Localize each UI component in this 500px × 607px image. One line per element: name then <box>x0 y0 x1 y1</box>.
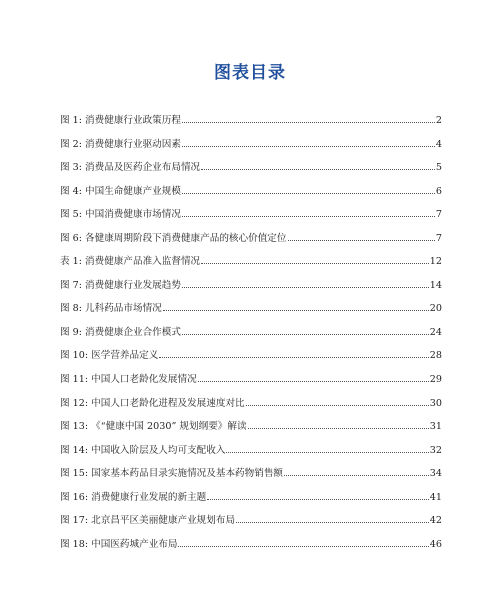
toc-entry <box>60 397 442 421</box>
dot-leader <box>201 168 435 170</box>
dot-leader <box>284 474 429 476</box>
toc-entry <box>60 255 442 279</box>
toc-entry-page: 6 <box>435 185 442 197</box>
toc-entry-page: 7 <box>435 209 442 221</box>
dot-leader <box>182 145 435 147</box>
toc-entry-label: 图 4: 中国生命健康产业规模 <box>60 185 181 197</box>
toc-entry-page: 30 <box>429 397 442 409</box>
toc-entry-label: 图 9: 消费健康企业合作模式 <box>60 326 181 338</box>
toc-entry-page: 34 <box>429 468 442 480</box>
toc-entry-label: 图 15: 国家基本药品目录实施情况及基本药物销售额 <box>60 468 284 480</box>
toc-entry-page: 14 <box>429 279 442 291</box>
dot-leader <box>159 356 428 358</box>
dot-leader <box>163 309 429 311</box>
toc-entry-page: 42 <box>429 515 442 527</box>
dot-leader <box>226 451 428 453</box>
toc-entry-label: 图 12: 中国人口老龄化进程及发展速度对比 <box>60 397 245 409</box>
toc-entry-page: 2 <box>435 115 442 126</box>
toc-entry <box>60 208 442 232</box>
toc-entry-page: 28 <box>429 350 442 362</box>
toc-entry-label: 图 18: 中国医药城产业布局 <box>60 538 178 550</box>
figure-list <box>60 114 442 561</box>
dot-leader <box>288 239 435 241</box>
dot-leader <box>182 286 429 288</box>
toc-entry-page: 41 <box>429 491 442 503</box>
dot-leader <box>178 545 428 547</box>
toc-entry-label: 图 11: 中国人口老龄化发展情况 <box>60 374 197 386</box>
toc-entry-label: 图 6: 各健康周期阶段下消费健康产品的核心价值定位 <box>60 232 287 244</box>
toc-entry-label: 图 8: 儿科药品市场情况 <box>60 303 162 315</box>
toc-entry-label: 图 10: 医学营养品定义 <box>60 350 159 362</box>
toc-entry-label: 图 3: 消费品及医药企业布局情况 <box>60 162 201 174</box>
toc-entry <box>60 514 442 538</box>
toc-entry-label: 图 17: 北京昌平区美丽健康产业规划布局 <box>60 515 236 527</box>
toc-entry <box>60 302 442 326</box>
toc-entry <box>60 420 442 444</box>
toc-entry-page: 31 <box>429 421 442 433</box>
dot-leader <box>182 215 435 217</box>
toc-entry-label: 图 14: 中国收入阶层及人均可支配收入 <box>60 444 226 456</box>
toc-entry-label: 图 2: 消费健康行业驱动因素 <box>60 138 181 150</box>
dot-leader <box>182 333 429 335</box>
page-title: 图表目录 <box>214 63 286 83</box>
toc-entry <box>60 467 442 491</box>
dot-leader <box>246 404 429 406</box>
dot-leader <box>207 498 429 500</box>
toc-entry <box>60 326 442 350</box>
toc-entry-label: 图 7: 消费健康行业发展趋势 <box>60 279 181 291</box>
toc-entry <box>60 349 442 373</box>
toc-entry <box>60 373 442 397</box>
toc-entry-page: 20 <box>429 303 442 315</box>
toc-entry-page: 46 <box>429 538 442 550</box>
toc-entry-label: 表 1: 消费健康产品准入监督情况 <box>60 256 201 268</box>
toc-entry-label: 图 13: 《“健康中国 2030” 规划纲要》解读 <box>60 421 247 433</box>
toc-entry-page: 12 <box>429 256 442 268</box>
toc-entry <box>60 538 442 562</box>
toc-entry <box>60 491 442 515</box>
toc-entry <box>60 232 442 256</box>
toc-entry-page: 29 <box>429 374 442 386</box>
toc-entry <box>60 444 442 468</box>
toc-entry-page: 7 <box>435 232 442 244</box>
toc-entry-page: 32 <box>429 444 442 456</box>
toc-entry <box>60 161 442 185</box>
dot-leader <box>198 380 429 382</box>
dot-leader <box>248 427 429 429</box>
toc-entry <box>60 138 442 162</box>
dot-leader <box>201 262 429 264</box>
toc-entry-label: 图 1: 消费健康行业政策历程 <box>60 115 181 126</box>
toc-entry-page: 5 <box>435 162 442 174</box>
toc-entry <box>60 279 442 303</box>
toc-entry <box>60 114 442 138</box>
dot-leader <box>236 521 429 523</box>
toc-entry-label: 图 16: 消费健康行业发展的新主题 <box>60 491 207 503</box>
toc-entry-page: 24 <box>429 326 442 338</box>
toc-entry-page: 4 <box>435 138 442 150</box>
dot-leader <box>182 121 435 123</box>
toc-entry <box>60 185 442 209</box>
dot-leader <box>182 192 435 194</box>
toc-entry-label: 图 5: 中国消费健康市场情况 <box>60 209 181 221</box>
